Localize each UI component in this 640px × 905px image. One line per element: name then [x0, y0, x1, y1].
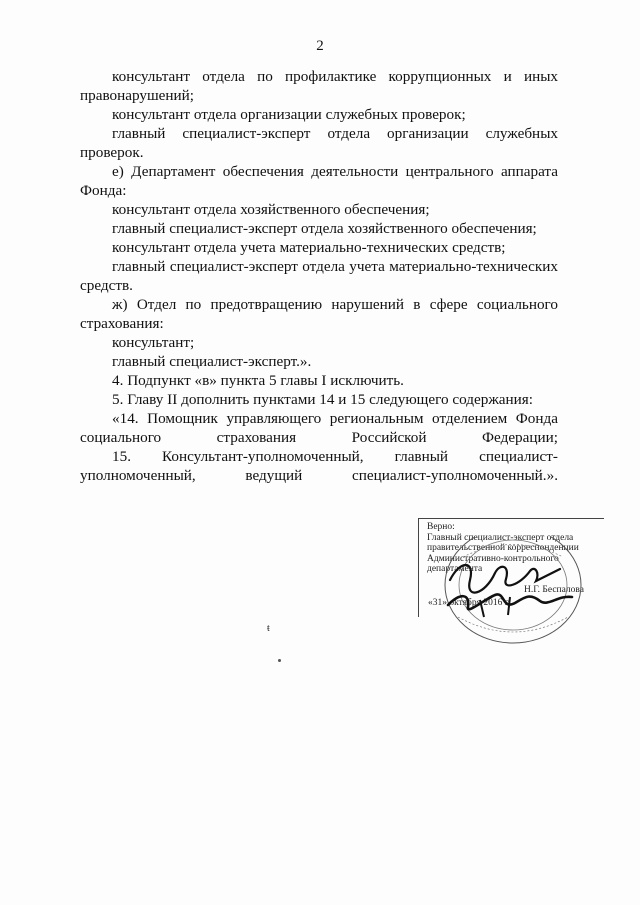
position-line: правительственной корреспонденции [427, 543, 579, 553]
scan-artifact [278, 659, 281, 662]
paragraph: 5. Главу II дополнить пунктами 14 и 15 следующего содержания: [112, 391, 534, 408]
paragraph: главный специалист-эксперт.». [112, 353, 312, 370]
document-body [80, 67, 558, 485]
paragraph: консультант отдела учета материально-технических средств; [112, 239, 506, 256]
paragraph: консультант отдела хозяйственного обеспечения; [112, 201, 430, 218]
paragraph: 15. Консультант-уполномоченный, главный специалист-уполномоченный, ведущий специалист-уполномоченный.». [80, 448, 558, 484]
paragraph: е) Департамент обеспечения деятельности центрального аппарата Фонда: [80, 163, 558, 199]
certification-text [427, 522, 603, 575]
paragraph: консультант отдела организации служебных проверок; [112, 106, 466, 123]
scan-artifact: ŧ [267, 623, 270, 634]
certification-date: «31» октября 2016 г. [428, 598, 510, 608]
paragraph: 4. Подпункт «в» пункта 5 главы I исключить. [112, 372, 404, 389]
paragraph: главный специалист-эксперт отдела организации служебных проверок. [80, 125, 558, 161]
page-number: 2 [316, 38, 324, 54]
position-line: Главный специалист-эксперт отдела [427, 532, 574, 543]
position-line: Административно-контрольного [427, 553, 559, 564]
verified-label: Верно: [427, 522, 455, 532]
paragraph: главный специалист-эксперт отдела учета материально-технических средств. [80, 258, 558, 294]
paragraph: консультант отдела по профилактике коррупционных и иных правонарушений; [80, 68, 558, 104]
paragraph: консультант; [112, 334, 195, 351]
signer-name: Н.Г. Беспалова [524, 585, 584, 595]
paragraph: главный специалист-эксперт отдела хозяйственного обеспечения; [112, 220, 537, 237]
paragraph: «14. Помощник управляющего региональным отделением Фонда социального страхования Российской Федерации; [80, 410, 558, 446]
paragraph: ж) Отдел по предотвращению нарушений в сфере социального страхования: [80, 296, 558, 332]
position-line: департамента [427, 564, 483, 574]
